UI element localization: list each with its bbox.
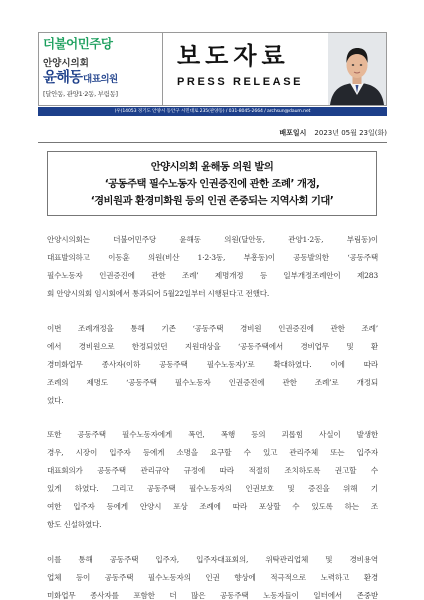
body-line: 필수노동자 인권증진에 관한 조례’ 제명개정 등 일부개정조례안이 제283 [47, 271, 378, 280]
councilor-portrait-icon [328, 33, 386, 105]
representative-name: 윤해동 [43, 70, 83, 86]
body-line: 경우, 시장이 입주자 등에게 소명을 요구할 수 있고 관리주체 또는 입주자 [47, 448, 378, 457]
press-release-header [38, 32, 387, 106]
body-line: 안양시의회는 더불어민주당 윤해동 의원(달안동, 관양1·2동, 부림동)이 [47, 235, 378, 244]
body-line: 있게 하였다. 그리고 공동주택 필수노동자의 인권보호 및 증진을 위해 기 [47, 484, 378, 493]
body-line: 업체 등이 공동주택 필수노동자의 인권 향상에 적극적으로 노력하고 환경 [47, 572, 378, 582]
body-line: 여한 입주자 등에게 안양시 포상 조례에 따라 포상할 수 있도록 하는 조 [47, 502, 378, 511]
article-body [47, 231, 378, 600]
paragraph-2 [47, 320, 378, 410]
district-list: [달안동, 관양1·2동, 부림동] [43, 90, 118, 98]
press-title-english: PRESS RELEASE [177, 76, 304, 88]
headline-line-1: 안양시의회 윤해동 의원 발의 [150, 161, 274, 173]
body-line: 이를 통해 공동주택 입주자, 입주자대표회의, 위탁관리업체 및 경비용역 [47, 554, 378, 564]
council-name: 안양시의회 [43, 58, 89, 69]
paragraph-4 [47, 551, 378, 600]
contact-bar: (우)14053 경기도 안양시 동안구 시민대로 235(관양동) / 031-8045-2664 / archsun@daum.net [38, 107, 387, 116]
divider-line [38, 142, 387, 143]
body-line: 미화업무 종사자를 포함한 더 많은 공동주택 노동자들이 일터에서 존중받 [47, 590, 378, 600]
representative-title: 대표의원 [83, 74, 118, 85]
headline-box [47, 151, 377, 216]
headline-line-2: ‘공동주택 필수노동자 인권증진에 관한 조례’ 개정, [104, 178, 320, 190]
paragraph-3 [47, 426, 378, 534]
body-line: 항도 신설하였다. [47, 520, 102, 529]
press-title-korean: 보도자료 [177, 42, 290, 70]
distribution-date [200, 127, 387, 139]
body-line: 에서 경비원으로 한정되었던 지원대상을 ‘공동주택에서 경비업무 및 환 [47, 341, 378, 351]
header-identity [39, 33, 163, 105]
body-line: 대표회의가 공동주택 관리규약 규정에 따라 적절히 조치하도록 권고할 수 [47, 466, 378, 475]
party-name: 더불어민주당 [43, 36, 113, 51]
body-line: 었다. [47, 395, 64, 405]
body-line: 회 안양시의회 임시회에서 통과되어 5월22일부터 시행된다고 전했다. [47, 289, 270, 298]
date-value: 2023년 05월 23일(화) [314, 129, 387, 137]
representative-name-row [43, 69, 161, 87]
body-line: 경미화업무 종사자(이하 공동주택 필수노동자)’로 확대하였다. 이에 따라 [47, 359, 378, 369]
headline-line-3: ‘경비원과 환경미화원 등의 인권 존중되는 지역사회 기대’ [90, 195, 334, 207]
body-line: 이번 조례개정을 통해 기존 ‘공동주택 경비원 인권증진에 관한 조례’ [47, 323, 378, 333]
date-label: 배포일시 [279, 129, 307, 137]
body-line: 대표발의하고 이동훈 의원(비산 1·2·3동, 부흥동)이 공동발의한 ‘공동주택 [47, 253, 378, 262]
paragraph-1 [47, 231, 378, 303]
header-press-title [163, 33, 329, 105]
body-line: 또한 공동주택 필수노동자에게 폭언, 폭행 등의 괴롭힘 사실이 발생한 [47, 430, 378, 439]
body-line: 조례의 제명도 ‘공동주택 필수노동자 인권증진에 관한 조례’로 개정되 [47, 377, 378, 387]
